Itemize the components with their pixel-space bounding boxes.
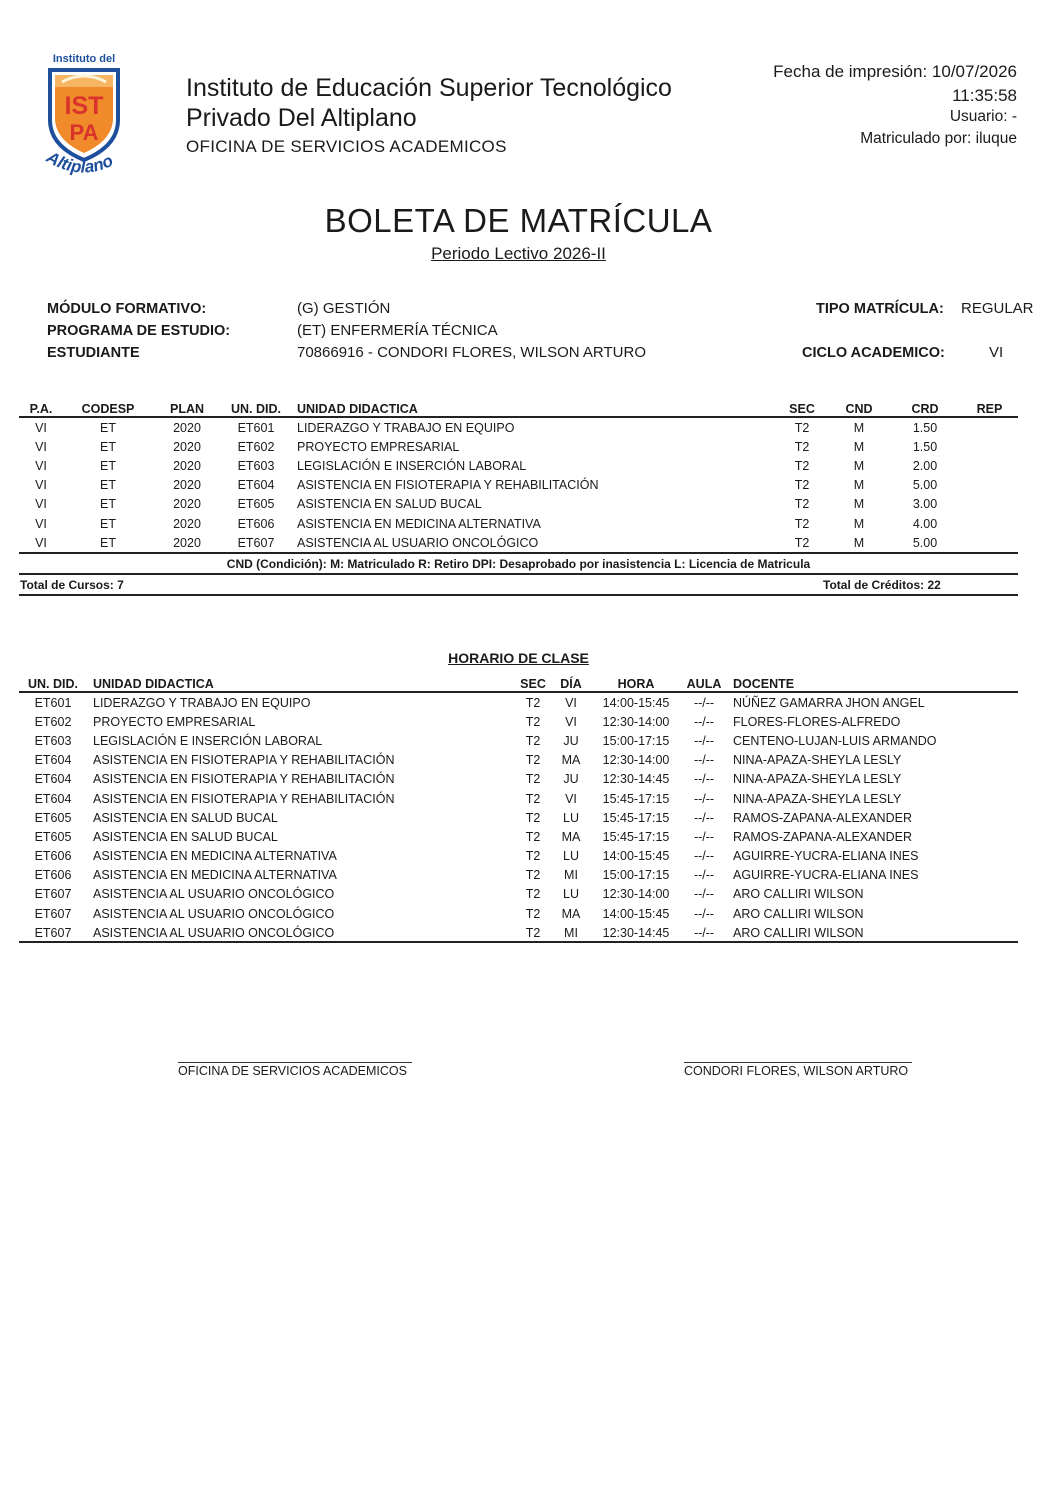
cell-docente: ARO CALLIRI WILSON (733, 925, 864, 940)
cell-cnd: M (853, 478, 865, 493)
cell-plan: 2020 (173, 439, 201, 454)
cell-sec: T2 (794, 439, 810, 454)
cell-unidad-didactica: ASISTENCIA AL USUARIO ONCOLÓGICO (297, 535, 539, 550)
cell-plan: 2020 (173, 535, 201, 550)
cell-pa: VI (35, 535, 47, 550)
cell-aula: --/-- (693, 791, 715, 806)
cell-hora: 14:00-15:45 (602, 695, 670, 710)
document-title: BOLETA DE MATRÍCULA (324, 202, 713, 239)
schedule-row (19, 692, 1018, 712)
cell-crd: 3.00 (912, 497, 938, 512)
cell-docente: NÚÑEZ GAMARRA JHON ANGEL (733, 695, 925, 710)
cell-sec: T2 (794, 478, 810, 493)
cell-un-did: ET605 (34, 829, 72, 844)
cell-aula: --/-- (693, 906, 715, 921)
cell-crd: 1.50 (912, 420, 938, 435)
schedule-table (19, 673, 1018, 942)
cell-cnd: M (853, 439, 865, 454)
cell-rep (961, 495, 1018, 514)
cell-sec: T2 (525, 695, 541, 710)
cell-aula: --/-- (693, 695, 715, 710)
course-row (19, 476, 1018, 495)
col-unidad-didactica: UNIDAD DIDACTICA (297, 402, 418, 416)
cell-unidad-didactica: LEGISLACIÓN E INSERCIÓN LABORAL (297, 458, 527, 473)
cell-aula: --/-- (693, 925, 715, 940)
cell-sec: T2 (525, 733, 541, 748)
cell-cnd: M (853, 535, 865, 550)
cell-pa: VI (35, 458, 47, 473)
cell-pa: VI (35, 478, 47, 493)
cell-un-did: ET607 (34, 887, 72, 902)
col-rep: REP (976, 402, 1003, 416)
col-codesp: CODESP (81, 402, 135, 416)
cell-codesp: ET (100, 535, 116, 550)
cell-sec: T2 (525, 810, 541, 825)
cell-codesp: ET (100, 420, 116, 435)
cell-aula: --/-- (693, 714, 715, 729)
cell-dia: LU (563, 887, 579, 902)
cell-rep (961, 476, 1018, 495)
cell-crd: 5.00 (912, 478, 938, 493)
schedule-header-row (19, 673, 1018, 692)
cell-codesp: ET (100, 497, 116, 512)
cell-dia: JU (563, 772, 579, 787)
cell-aula: --/-- (693, 849, 715, 864)
cell-hora: 14:00-15:45 (602, 849, 670, 864)
cell-unidad-didactica: ASISTENCIA EN MEDICINA ALTERNATIVA (93, 849, 337, 864)
cell-sec: T2 (525, 714, 541, 729)
schedule-row (19, 808, 1018, 827)
cell-docente: CENTENO-LUJAN-LUIS ARMANDO (733, 733, 937, 748)
user-field: Usuario: - (949, 108, 1017, 125)
cell-aula: --/-- (693, 772, 715, 787)
cell-un-did: ET606 (34, 868, 72, 883)
cell-docente: RAMOS-ZAPANA-ALEXANDER (733, 810, 912, 825)
col-un-did: UN. DID. (231, 402, 281, 416)
cell-aula: --/-- (693, 887, 715, 902)
schedule-row (19, 712, 1018, 731)
cell-aula: --/-- (693, 868, 715, 883)
cell-dia: MA (561, 906, 581, 921)
schedule-title: HORARIO DE CLASE (448, 650, 589, 666)
cell-codesp: ET (100, 478, 116, 493)
course-row (19, 533, 1018, 552)
cell-un-did: ET602 (34, 714, 72, 729)
cell-un-did: ET607 (237, 535, 275, 550)
logo-top-text: Instituto del (52, 53, 116, 65)
cell-rep (961, 417, 1018, 437)
institute-name-line2: Privado Del Altiplano (186, 104, 417, 132)
signature-line-right (684, 1062, 912, 1063)
cell-un-did: ET607 (34, 906, 72, 921)
cell-docente: NINA-APAZA-SHEYLA LESLY (733, 753, 902, 768)
cell-unidad-didactica: ASISTENCIA EN FISIOTERAPIA Y REHABILITACIÓN (93, 791, 395, 806)
enrolled-by: Matriculado por: iluque (860, 130, 1017, 147)
cell-sec: T2 (525, 868, 541, 883)
courses-table-bottom-rule (19, 552, 1018, 554)
cell-unidad-didactica: ASISTENCIA AL USUARIO ONCOLÓGICO (93, 887, 335, 902)
cell-hora: 15:00-17:15 (602, 868, 670, 883)
cell-plan: 2020 (173, 497, 201, 512)
institute-logo (28, 48, 140, 188)
schedule-row (19, 731, 1018, 750)
cell-hora: 15:45-17:15 (602, 791, 670, 806)
cell-crd: 2.00 (912, 458, 938, 473)
cell-un-did: ET605 (237, 497, 275, 512)
schedule-row (19, 866, 1018, 885)
cell-dia: JU (563, 733, 579, 748)
cell-sec: T2 (794, 516, 810, 531)
cell-docente: FLORES-FLORES-ALFREDO (733, 714, 901, 729)
svg-text:IST: IST (64, 92, 104, 120)
modulo-value: (G) GESTIÓN (297, 300, 391, 317)
cell-docente: AGUIRRE-YUCRA-ELIANA INES (733, 849, 919, 864)
cell-sec: T2 (525, 849, 541, 864)
total-credits: Total de Créditos: 22 (823, 578, 941, 592)
tipo-matricula-label: TIPO MATRÍCULA: (816, 301, 944, 317)
cell-rep (961, 533, 1018, 552)
cell-sec: T2 (525, 753, 541, 768)
cell-plan: 2020 (173, 420, 201, 435)
cell-hora: 12:30-14:45 (602, 925, 670, 940)
cell-unidad-didactica: PROYECTO EMPRESARIAL (93, 714, 256, 729)
period-label: Periodo Lectivo 2026-II (431, 244, 606, 263)
schedule-row (19, 827, 1018, 846)
cell-unidad-didactica: PROYECTO EMPRESARIAL (297, 439, 460, 454)
cell-codesp: ET (100, 439, 116, 454)
cell-unidad-didactica: ASISTENCIA EN MEDICINA ALTERNATIVA (297, 516, 541, 531)
cell-un-did: ET605 (34, 810, 72, 825)
legend-rule (19, 573, 1018, 575)
print-time: 11:35:58 (952, 86, 1017, 105)
cell-docente: NINA-APAZA-SHEYLA LESLY (733, 791, 902, 806)
cell-dia: LU (563, 849, 579, 864)
schedule-row (19, 923, 1018, 942)
total-courses: Total de Cursos: 7 (20, 578, 124, 592)
col-crd: CRD (911, 402, 939, 416)
print-date: Fecha de impresión: 10/07/2026 (773, 62, 1017, 81)
cell-sec: T2 (525, 772, 541, 787)
col-pa: P.A. (29, 402, 53, 416)
cell-hora: 12:30-14:45 (602, 772, 670, 787)
cell-docente: ARO CALLIRI WILSON (733, 906, 864, 921)
cell-unidad-didactica: LIDERAZGO Y TRABAJO EN EQUIPO (297, 420, 515, 435)
cell-sec: T2 (794, 535, 810, 550)
cell-hora: 12:30-14:00 (602, 753, 670, 768)
cell-rep (961, 456, 1018, 475)
cell-hora: 14:00-15:45 (602, 906, 670, 921)
cell-pa: VI (35, 420, 47, 435)
ciclo-label: CICLO ACADEMICO: (802, 345, 945, 361)
cell-aula: --/-- (693, 753, 715, 768)
programa-label: PROGRAMA DE ESTUDIO: (47, 323, 231, 339)
col-un-did: UN. DID. (28, 677, 78, 691)
cell-aula: --/-- (693, 733, 715, 748)
cell-unidad-didactica: ASISTENCIA EN FISIOTERAPIA Y REHABILITACIÓN (93, 753, 395, 768)
cell-sec: T2 (525, 906, 541, 921)
cell-un-did: ET602 (237, 439, 275, 454)
course-row (19, 417, 1018, 437)
cell-pa: VI (35, 439, 47, 454)
schedule-row (19, 885, 1018, 904)
cell-cnd: M (853, 420, 865, 435)
totals-rule (19, 594, 1018, 596)
cell-pa: VI (35, 516, 47, 531)
cell-un-did: ET604 (34, 753, 72, 768)
col-docente: DOCENTE (733, 677, 795, 691)
cell-un-did: ET606 (237, 516, 275, 531)
cell-unidad-didactica: ASISTENCIA AL USUARIO ONCOLÓGICO (93, 925, 335, 940)
cell-un-did: ET603 (237, 458, 275, 473)
course-row (19, 437, 1018, 456)
cell-hora: 12:30-14:00 (602, 714, 670, 729)
cell-codesp: ET (100, 516, 116, 531)
tipo-matricula-value: REGULAR (961, 300, 1034, 317)
modulo-label: MÓDULO FORMATIVO: (47, 301, 207, 317)
cell-sec: T2 (525, 887, 541, 902)
cell-dia: VI (565, 791, 577, 806)
courses-header-row (19, 398, 1018, 417)
cell-plan: 2020 (173, 478, 201, 493)
cell-sec: T2 (794, 458, 810, 473)
cell-dia: MI (564, 925, 578, 940)
cell-un-did: ET601 (34, 695, 72, 710)
schedule-row (19, 770, 1018, 789)
cell-unidad-didactica: ASISTENCIA AL USUARIO ONCOLÓGICO (93, 906, 335, 921)
schedule-row (19, 789, 1018, 808)
cell-rep (961, 514, 1018, 533)
institute-name-line1: Instituto de Educación Superior Tecnológico (186, 74, 672, 102)
cell-sec: T2 (794, 497, 810, 512)
cell-unidad-didactica: ASISTENCIA EN FISIOTERAPIA Y REHABILITACIÓN (93, 772, 395, 787)
cell-unidad-didactica: ASISTENCIA EN FISIOTERAPIA Y REHABILITACIÓN (297, 478, 599, 493)
cell-aula: --/-- (693, 829, 715, 844)
signature-student: CONDORI FLORES, WILSON ARTURO (684, 1064, 909, 1078)
cell-rep (961, 437, 1018, 456)
cell-cnd: M (853, 516, 865, 531)
course-row (19, 514, 1018, 533)
cell-un-did: ET606 (34, 849, 72, 864)
cell-docente: ARO CALLIRI WILSON (733, 887, 864, 902)
estudiante-value: 70866916 - CONDORI FLORES, WILSON ARTURO (297, 344, 646, 361)
cell-pa: VI (35, 497, 47, 512)
course-row (19, 456, 1018, 475)
schedule-row (19, 847, 1018, 866)
cell-dia: MA (561, 829, 581, 844)
cell-cnd: M (853, 497, 865, 512)
cell-dia: MA (561, 753, 581, 768)
cell-plan: 2020 (173, 516, 201, 531)
cell-crd: 5.00 (912, 535, 938, 550)
cell-unidad-didactica: LIDERAZGO Y TRABAJO EN EQUIPO (93, 695, 311, 710)
cell-unidad-didactica: ASISTENCIA EN SALUD BUCAL (297, 497, 482, 512)
cell-dia: MI (564, 868, 578, 883)
cell-docente: AGUIRRE-YUCRA-ELIANA INES (733, 868, 919, 883)
col-aula: AULA (686, 677, 722, 691)
schedule-row (19, 904, 1018, 923)
cell-unidad-didactica: ASISTENCIA EN SALUD BUCAL (93, 810, 278, 825)
cell-aula: --/-- (693, 810, 715, 825)
cell-hora: 15:45-17:15 (602, 829, 670, 844)
cell-unidad-didactica: ASISTENCIA EN MEDICINA ALTERNATIVA (93, 868, 337, 883)
cell-sec: T2 (525, 925, 541, 940)
signature-line-left (178, 1062, 412, 1063)
courses-table (19, 398, 1018, 552)
cell-un-did: ET601 (237, 420, 275, 435)
schedule-row (19, 751, 1018, 770)
cell-sec: T2 (525, 791, 541, 806)
col-plan: PLAN (169, 402, 205, 416)
cell-hora: 12:30-14:00 (602, 887, 670, 902)
cell-hora: 15:45-17:15 (602, 810, 670, 825)
cell-dia: VI (565, 695, 577, 710)
cell-dia: VI (565, 714, 577, 729)
cell-sec: T2 (794, 420, 810, 435)
cell-un-did: ET604 (237, 478, 275, 493)
cell-docente: RAMOS-ZAPANA-ALEXANDER (733, 829, 912, 844)
office-name: OFICINA DE SERVICIOS ACADEMICOS (186, 137, 507, 156)
cell-codesp: ET (100, 458, 116, 473)
logo-bottom-text: Altiplano (43, 147, 116, 177)
col-sec: SEC (789, 402, 815, 416)
cell-unidad-didactica: LEGISLACIÓN E INSERCIÓN LABORAL (93, 733, 323, 748)
cell-unidad-didactica: ASISTENCIA EN SALUD BUCAL (93, 829, 278, 844)
course-row (19, 495, 1018, 514)
cell-sec: T2 (525, 829, 541, 844)
condition-legend: CND (Condición): M: Matriculado R: Retiro DPI: Desaprobado por inasistencia L: Licencia de Matricula (226, 557, 811, 571)
cell-docente: NINA-APAZA-SHEYLA LESLY (733, 772, 902, 787)
schedule-table-bottom-rule (19, 941, 1018, 943)
col-unidad-didactica: UNIDAD DIDACTICA (93, 677, 214, 691)
signature-office: OFICINA DE SERVICIOS ACADEMICOS (178, 1064, 407, 1078)
cell-cnd: M (853, 458, 865, 473)
cell-un-did: ET604 (34, 791, 72, 806)
cell-crd: 1.50 (912, 439, 938, 454)
cell-un-did: ET607 (34, 925, 72, 940)
col-dia: DÍA (560, 677, 582, 691)
cell-un-did: ET604 (34, 772, 72, 787)
svg-text:PA: PA (69, 120, 99, 145)
cell-dia: LU (563, 810, 579, 825)
cell-crd: 4.00 (912, 516, 938, 531)
col-cnd: CND (845, 402, 873, 416)
col-hora: HORA (617, 677, 655, 691)
cell-plan: 2020 (173, 458, 201, 473)
cell-un-did: ET603 (34, 733, 72, 748)
ciclo-value: VI (989, 344, 1004, 361)
col-sec: SEC (520, 677, 546, 691)
programa-value: (ET) ENFERMERÍA TÉCNICA (297, 322, 498, 339)
estudiante-label: ESTUDIANTE (47, 345, 140, 361)
cell-hora: 15:00-17:15 (602, 733, 670, 748)
